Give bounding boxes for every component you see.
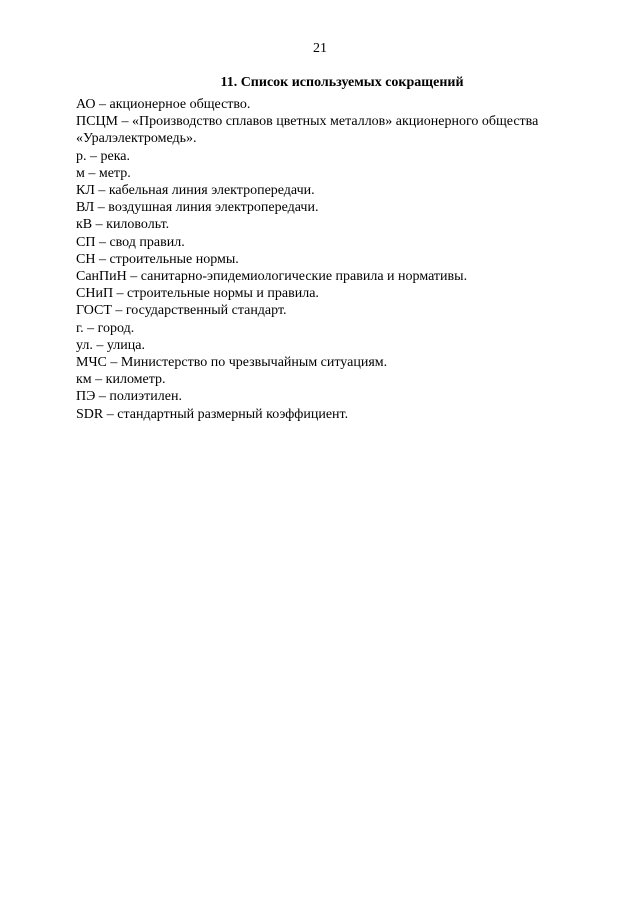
- abbreviation-item-km: км – километр.: [76, 372, 166, 388]
- section-heading: 11. Список используемых сокращений: [220, 75, 464, 90]
- abbreviation-item-r: р. – река.: [76, 148, 131, 164]
- abbreviation-item-gost: ГОСТ – государственный стандарт.: [76, 303, 287, 319]
- abbreviation-item-sdr: SDR – стандартный размерный коэффициент.: [76, 406, 349, 422]
- abbreviation-item-vl: ВЛ – воздушная линия электропередачи.: [76, 200, 319, 216]
- abbreviation-item-kl: КЛ – кабельная линия электропередачи.: [76, 183, 315, 199]
- abbreviation-item-pe: ПЭ – полиэтилен.: [76, 389, 182, 405]
- abbreviation-item-sanpin: СанПиН – санитарно-эпидемиологические правила и нормативы.: [76, 269, 468, 285]
- abbreviation-item-kv: кВ – киловольт.: [76, 217, 170, 233]
- abbreviation-list: [76, 96, 586, 423]
- abbreviation-item-snip: СНиП – строительные нормы и правила.: [76, 286, 319, 302]
- abbreviation-item-ul: ул. – улица.: [76, 337, 145, 353]
- abbreviation-item-ao: АО – акционерное общество.: [76, 97, 251, 112]
- abbreviation-item-pscm: ПСЦМ – «Производство сплавов цветных металлов» акционерного общества «Уралэлектромедь».: [76, 114, 539, 147]
- abbreviation-item-mchs: МЧС – Министерство по чрезвычайным ситуациям.: [76, 355, 388, 371]
- abbreviation-item-sn: СН – строительные нормы.: [76, 251, 239, 267]
- abbreviation-item-m: м – метр.: [76, 165, 131, 181]
- abbreviation-item-g: г. – город.: [76, 320, 135, 336]
- abbreviation-item-sp: СП – свод правил.: [76, 234, 185, 250]
- page-number: 21: [313, 41, 327, 56]
